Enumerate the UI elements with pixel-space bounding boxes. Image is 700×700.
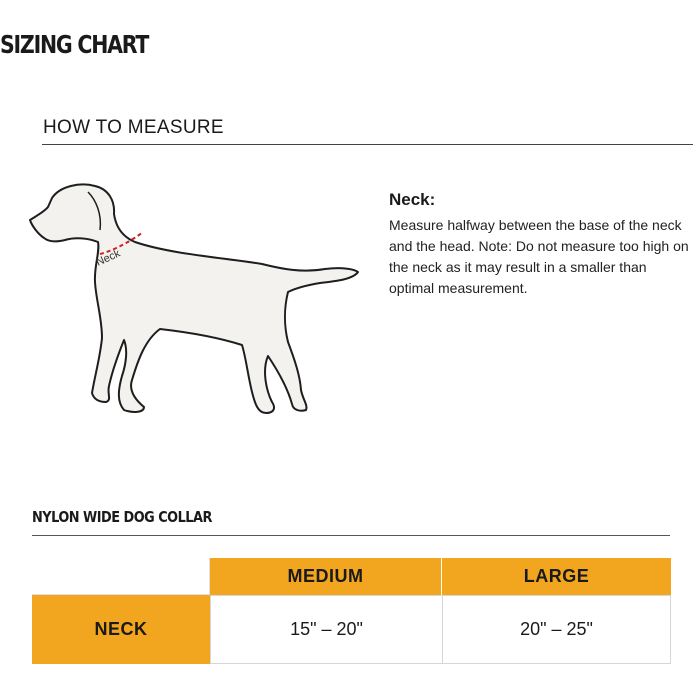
- section-divider: [42, 144, 693, 145]
- dog-diagram-icon: [20, 180, 365, 420]
- column-header-medium: MEDIUM: [210, 558, 442, 595]
- table-corner-cell: [32, 558, 210, 595]
- column-header-large: LARGE: [442, 558, 671, 595]
- product-name: NYLON WIDE DOG COLLAR: [32, 508, 212, 526]
- how-to-measure-heading: HOW TO MEASURE: [43, 117, 224, 138]
- table-cell-large-neck: 20" – 25": [442, 595, 671, 664]
- neck-instructions: Measure halfway between the base of the neck and the head. Note: Do not measure too high on the neck as it may result in a smaller than optimal measurement.: [389, 217, 689, 296]
- neck-title: Neck:: [389, 190, 436, 209]
- table-cell-medium-neck: 15" – 20": [210, 595, 443, 664]
- row-header-neck: NECK: [32, 595, 210, 664]
- dog-silhouette: [30, 185, 358, 414]
- size-table: [32, 558, 671, 664]
- page-title: SIZING CHART: [0, 30, 149, 59]
- neck-diagram-label: Neck: [94, 247, 123, 269]
- product-divider: [32, 535, 670, 536]
